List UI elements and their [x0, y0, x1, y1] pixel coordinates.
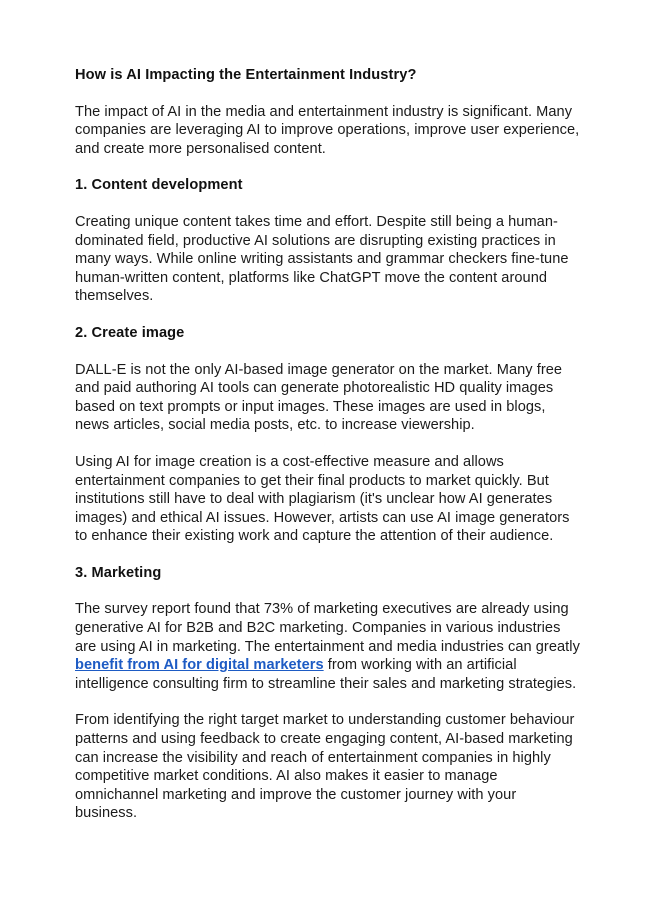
paragraph-create-image-1: DALL-E is not the only AI-based image generator on the market. Many free and paid authoring AI tools can generate photorealistic HD quality images based on text prompts or input images. These images are used in blogs, news articles, social media posts, etc. to increase viewership.	[75, 361, 563, 434]
digital-marketers-link[interactable]: benefit from AI for digital marketers	[75, 657, 324, 674]
section-heading-content-development: 1. Content development	[75, 177, 243, 194]
section-heading-marketing: 3. Marketing	[75, 564, 162, 581]
paragraph-create-image-2: Using AI for image creation is a cost-effective measure and allows entertainment companies to get their final products to market quickly. But institutions still have to deal with plagiarism (it's unclear how AI generates images) and ethical AI issues. However, artists can use AI image generators to enhance their existing work and capture the attention of their audience.	[75, 453, 570, 545]
paragraph-marketing-2: From identifying the right target market to understanding customer behaviour patterns and using feedback to create engaging content, AI-based marketing can increase the visibility and reach of entertainment companies in highly competitive market conditions. AI also makes it easier to manage omnichannel marketing and improve the customer journey with your business.	[75, 712, 575, 822]
marketing-text-before-link: The survey report found that 73% of marketing executives are already using generative AI for B2B and B2C marketing. Companies in various industries are using AI in marketing. The entertainment and media industries can greatly	[75, 601, 580, 655]
intro-paragraph: The impact of AI in the media and entertainment industry is significant. Many companies are leveraging AI to improve operations, improve user experience, and create more personalised content.	[75, 103, 580, 157]
marketing-text-after-link: from working with an artificial intelligence consulting firm to streamline their sales and marketing strategies.	[75, 657, 577, 692]
section-heading-create-image: 2. Create image	[75, 324, 185, 341]
article-body	[75, 66, 580, 823]
paragraph-content-development: Creating unique content takes time and effort. Despite still being a human-dominated field, productive AI solutions are disrupting existing practices in many ways. While online writing assistants and grammar checkers fine-tune human-written content, platforms like ChatGPT move the content around themselves.	[75, 213, 569, 305]
paragraph-marketing-1	[75, 600, 580, 693]
page-title: How is AI Impacting the Entertainment Industry?	[75, 67, 417, 83]
